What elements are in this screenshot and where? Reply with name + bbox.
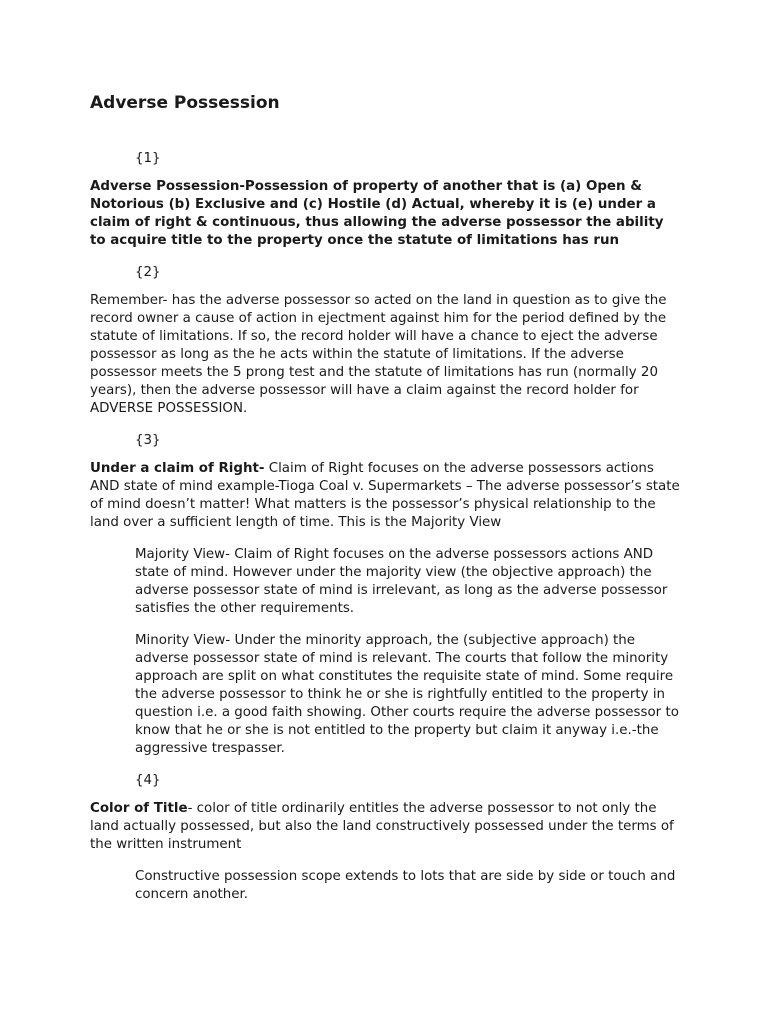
constructive-possession-paragraph: Constructive possession scope extends to lots that are side by side or touch and concern another. bbox=[135, 869, 676, 902]
section-marker-2: {2} bbox=[135, 265, 161, 280]
claim-of-right-text: Claim of Right focuses on the adverse possessors actions AND state of mind example-Tioga Coal v. Supermarkets – The adverse possessor’s state of mind doesn’t matter! What matters is the possessor’s physical relationship to the land over a sufficient length of time. This is the Majority View bbox=[90, 461, 680, 530]
color-of-title-paragraph bbox=[90, 800, 680, 854]
section-marker-1: {1} bbox=[135, 151, 161, 166]
majority-view-paragraph: Majority View- Claim of Right focuses on the adverse possessors actions AND state of mind. However under the majority view (the objective approach) the adverse possessor state of mind is irrelevant, as long as the adverse possessor satisfies the other requirements. bbox=[135, 547, 668, 616]
remember-paragraph: Remember- has the adverse possessor so acted on the land in question as to give the record owner a cause of action in ejectment against him for the period defined by the statute of limitations. If so, the record holder will have a chance to eject the adverse possessor as long as the he acts within the statute of limitations. If the adverse possessor meets the 5 prong test and the statute of limitations has run (normally 20 years), then the adverse possessor will have a claim against the record holder for ADVERSE POSSESSION. bbox=[90, 293, 667, 416]
color-of-title-lead: Color of Title bbox=[90, 801, 188, 816]
claim-of-right-lead: Under a claim of Right- bbox=[90, 461, 265, 476]
section-marker-3: {3} bbox=[135, 433, 161, 448]
claim-of-right-paragraph bbox=[90, 460, 680, 532]
section-marker-4: {4} bbox=[135, 773, 161, 788]
minority-view-paragraph: Minority View- Under the minority approach, the (subjective approach) the adverse possessor state of mind is relevant. The courts that follow the minority approach are split on what constitutes the requisite state of mind. Some require the adverse possessor to think he or she is rightfully entitled to the property in question i.e. a good faith showing. Other courts require the adverse possessor to know that he or she is not entitled to the property but claim it anyway i.e.-the aggressive trespasser. bbox=[135, 633, 679, 756]
definition-paragraph: Adverse Possession-Possession of property of another that is (a) Open & Notorious (b) Exclusive and (c) Hostile (d) Actual, whereby it is (e) under a claim of right & continuous, thus allowing the adverse possessor the ability to acquire title to the property once the statute of limitations has run bbox=[90, 179, 664, 248]
document-title: Adverse Possession bbox=[90, 93, 280, 113]
color-of-title-text: - color of title ordinarily entitles the adverse possessor to not only the land actually possessed, but also the land constructively possessed under the terms of the written instrument bbox=[90, 801, 674, 852]
